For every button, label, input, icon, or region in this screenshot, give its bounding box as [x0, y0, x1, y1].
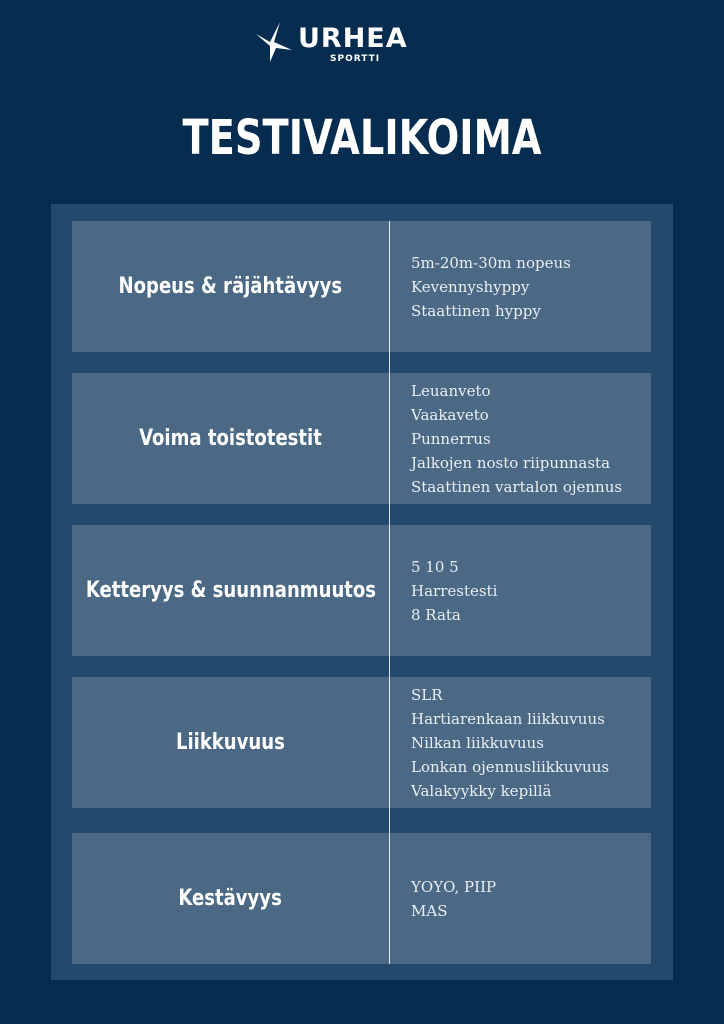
test-item: Staattinen hyppy — [411, 301, 541, 320]
logo-subtitle: SPORTTI — [330, 54, 381, 64]
test-item: YOYO, PIIP — [411, 877, 497, 896]
column-divider — [389, 221, 390, 964]
test-list — [411, 833, 643, 964]
test-list — [411, 373, 643, 504]
test-item: Valakyykky kepillä — [411, 781, 552, 800]
test-item: Kevennyshyppy — [411, 277, 530, 296]
test-list — [411, 221, 643, 352]
test-item: Punnerrus — [411, 429, 491, 448]
test-list — [411, 525, 643, 656]
test-item: MAS — [411, 901, 448, 920]
test-item: Staattinen vartalon ojennus — [411, 477, 623, 496]
table-row — [72, 833, 651, 964]
category-label: Ketteryys & suunnanmuutos — [85, 578, 376, 603]
swallow-bird-icon — [254, 20, 294, 62]
test-item: Vaakaveto — [411, 405, 489, 424]
test-item: Nilkan liikkuvuus — [411, 733, 544, 752]
test-item: Hartiarenkaan liikkuvuus — [411, 709, 605, 728]
table-row — [72, 677, 651, 808]
category-label: Voima toistotestit — [139, 426, 322, 451]
category-label: Nopeus & räjähtävyys — [118, 274, 343, 299]
test-item: 5m-20m-30m nopeus — [411, 253, 571, 272]
test-item: 5 10 5 — [411, 557, 459, 576]
test-item: Jalkojen nosto riipunnasta — [411, 453, 611, 472]
page-title: TESTIVALIKOIMA — [182, 110, 542, 166]
table-row — [72, 373, 651, 504]
test-item: 8 Rata — [411, 605, 461, 624]
test-item: Lonkan ojennusliikkuvuus — [411, 757, 610, 776]
table-row — [72, 525, 651, 656]
category-label: Liikkuvuus — [176, 730, 285, 755]
category-label: Kestävyys — [178, 886, 283, 911]
test-item: Leuanveto — [411, 381, 491, 400]
test-list — [411, 677, 643, 808]
table-row — [72, 221, 651, 352]
test-item: SLR — [411, 685, 443, 704]
urhea-logo — [254, 20, 424, 68]
test-item: Harrestesti — [411, 581, 498, 600]
logo-wordmark: URHEA — [298, 23, 408, 54]
